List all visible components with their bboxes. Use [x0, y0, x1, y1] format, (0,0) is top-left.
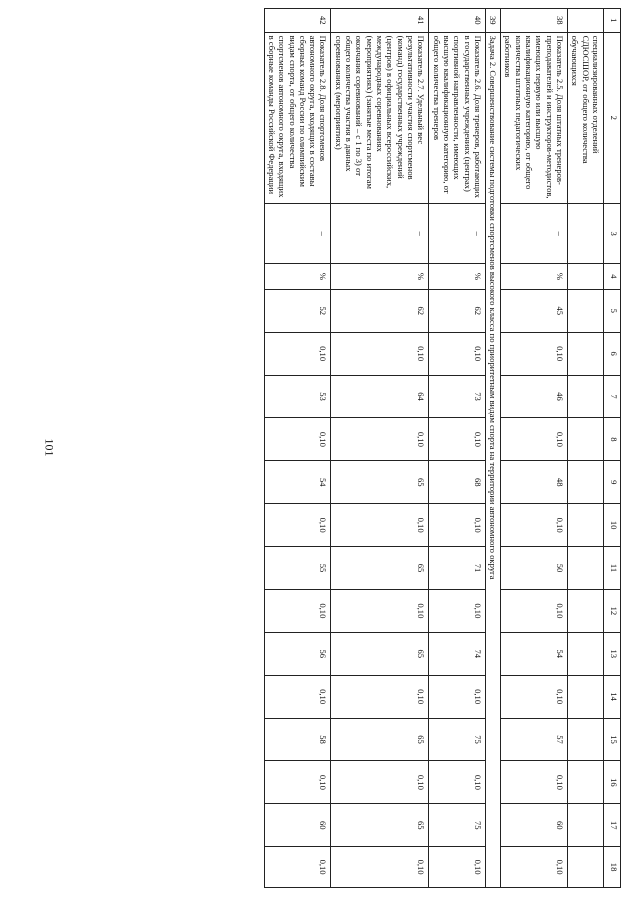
column-number-6: 6	[604, 332, 621, 375]
table-cell	[568, 418, 604, 461]
indicator-name: Показатель 2.5. Доля штатных тренеров-преподавателей и инструкторов-методистов, имеющих первую или высшую квалификационную категорию, от общего количества штатных педагогических работников	[501, 32, 568, 204]
table-row	[501, 9, 568, 888]
table-cell: 54	[264, 461, 331, 504]
column-number-8: 8	[604, 418, 621, 461]
table-cell: %	[264, 264, 331, 290]
table-cell: 65	[331, 804, 429, 847]
column-number-3: 3	[604, 204, 621, 264]
table-cell: 71	[429, 547, 486, 590]
column-number-17: 17	[604, 804, 621, 847]
table-cell	[568, 332, 604, 375]
column-number-9: 9	[604, 461, 621, 504]
table-cell: 0,10	[264, 675, 331, 718]
table-cell	[568, 547, 604, 590]
table-cell: 65	[331, 547, 429, 590]
table-cell: –	[429, 204, 486, 264]
table-cell: 52	[264, 289, 331, 332]
table-cell: %	[331, 264, 429, 290]
table-cell	[568, 289, 604, 332]
indicator-name: Показатель 2.7. Удельный вес результативности участия спортсменов (команд) государственных учреждений (центров) в официальных всероссийских, международных соревнованиях (мероприятиях) (занятые места по итогам окончания соревнований – с 1 по 3) от общего количества участия в данных соревнованиях (мероприятиях)	[331, 32, 429, 204]
table-cell: 64	[331, 375, 429, 418]
row-number: 41	[331, 9, 429, 33]
table-cell: 60	[501, 804, 568, 847]
table-cell	[568, 847, 604, 888]
table-cell	[568, 804, 604, 847]
table-cell	[568, 632, 604, 675]
column-number-7: 7	[604, 375, 621, 418]
table-cell: 0,10	[429, 589, 486, 632]
table-cell: 0,10	[429, 332, 486, 375]
table-cell	[568, 675, 604, 718]
table-cell: 0,10	[264, 761, 331, 804]
table-cell: 0,10	[264, 418, 331, 461]
table-cell: 68	[429, 461, 486, 504]
table-cell	[568, 375, 604, 418]
table-cell: 0,10	[429, 761, 486, 804]
table-cell: 55	[264, 547, 331, 590]
table-cell: –	[501, 204, 568, 264]
column-number-1: 1	[604, 9, 621, 33]
row-number	[568, 9, 604, 33]
table-cell: 65	[331, 718, 429, 761]
column-number-14: 14	[604, 675, 621, 718]
column-number-18: 18	[604, 847, 621, 888]
indicator-name: Показатель 2.8. Доля спортсменов автономного округа, входящих в составы сборных команд России по олимпийским видам спорта, от общего количества спортсменов автономного округа, входящих в сборные команды Российской Федерации	[264, 32, 331, 204]
table-cell: 62	[429, 289, 486, 332]
column-number-4: 4	[604, 264, 621, 290]
table-cell	[568, 589, 604, 632]
table-cell: 74	[429, 632, 486, 675]
table-cell: %	[501, 264, 568, 290]
page-number: 101	[42, 438, 57, 457]
table-cell: 0,10	[429, 418, 486, 461]
row-number: 39	[485, 9, 500, 33]
table-cell: 0,10	[331, 761, 429, 804]
row-number: 40	[429, 9, 486, 33]
header-row	[604, 9, 621, 888]
table-cell	[568, 718, 604, 761]
table-cell: 53	[264, 375, 331, 418]
table-cell: 0,10	[331, 589, 429, 632]
column-number-5: 5	[604, 289, 621, 332]
column-number-13: 13	[604, 632, 621, 675]
table-cell: 0,10	[264, 589, 331, 632]
table-cell: 45	[501, 289, 568, 332]
table-cell: 50	[501, 547, 568, 590]
table-cell: 0,10	[264, 847, 331, 888]
table-cell: 0,10	[501, 761, 568, 804]
row-number: 42	[264, 9, 331, 33]
table-cell: 0,10	[501, 675, 568, 718]
table-cell	[568, 461, 604, 504]
table-cell	[568, 761, 604, 804]
table-cell: 0,10	[501, 589, 568, 632]
table-cell: 0,10	[501, 418, 568, 461]
table-cell: 0,10	[331, 418, 429, 461]
table-cell: 73	[429, 375, 486, 418]
indicators-table	[264, 8, 621, 888]
table-cell: 58	[264, 718, 331, 761]
table-row	[429, 9, 486, 888]
row-number: 38	[501, 9, 568, 33]
table-cell: 0,10	[331, 847, 429, 888]
table-cell: 48	[501, 461, 568, 504]
table-cell: 62	[331, 289, 429, 332]
column-number-10: 10	[604, 504, 621, 547]
indicator-name: специализированных отделений СДЮСШОР, от общего количества обучающихся	[568, 32, 604, 204]
table-cell	[568, 504, 604, 547]
column-number-12: 12	[604, 589, 621, 632]
table-cell: 0,10	[264, 332, 331, 375]
table-cell: 0,10	[501, 847, 568, 888]
table-row	[568, 9, 604, 888]
table-cell: 46	[501, 375, 568, 418]
column-number-16: 16	[604, 761, 621, 804]
table-cell: –	[331, 204, 429, 264]
table-cell: 0,10	[501, 504, 568, 547]
table-cell: 60	[264, 804, 331, 847]
task-row	[485, 9, 500, 888]
column-number-11: 11	[604, 547, 621, 590]
table-row	[264, 9, 331, 888]
column-number-15: 15	[604, 718, 621, 761]
table-cell: 0,10	[429, 504, 486, 547]
table-cell: 0,10	[331, 675, 429, 718]
table-cell: 0,10	[429, 675, 486, 718]
rotated-table-sheet	[66, 8, 621, 888]
task-heading: Задача 2. Совершенствование системы подготовки спортсменов высокого класса по приоритетным видам спорта на территории автономного округа	[485, 32, 500, 887]
table-cell: %	[429, 264, 486, 290]
indicator-name: Показатель 2.6. Доля тренеров, работающих в государственных учреждениях (центрах) спортивной направленности, имеющих высшую квалификационную категорию, от общего количества тренеров	[429, 32, 486, 204]
table-row	[331, 9, 429, 888]
table-cell: 0,10	[429, 847, 486, 888]
table-cell: 65	[331, 461, 429, 504]
table-cell: 54	[501, 632, 568, 675]
table-cell: 0,10	[501, 332, 568, 375]
column-number-2: 2	[604, 32, 621, 204]
table-cell: 0,10	[331, 504, 429, 547]
table-cell	[568, 204, 604, 264]
table-cell: 65	[331, 632, 429, 675]
table-cell: –	[264, 204, 331, 264]
table-cell: 0,10	[331, 332, 429, 375]
table-cell	[568, 264, 604, 290]
table-cell: 75	[429, 804, 486, 847]
table-cell: 56	[264, 632, 331, 675]
table-cell: 75	[429, 718, 486, 761]
table-cell: 0,10	[264, 504, 331, 547]
table-cell: 57	[501, 718, 568, 761]
